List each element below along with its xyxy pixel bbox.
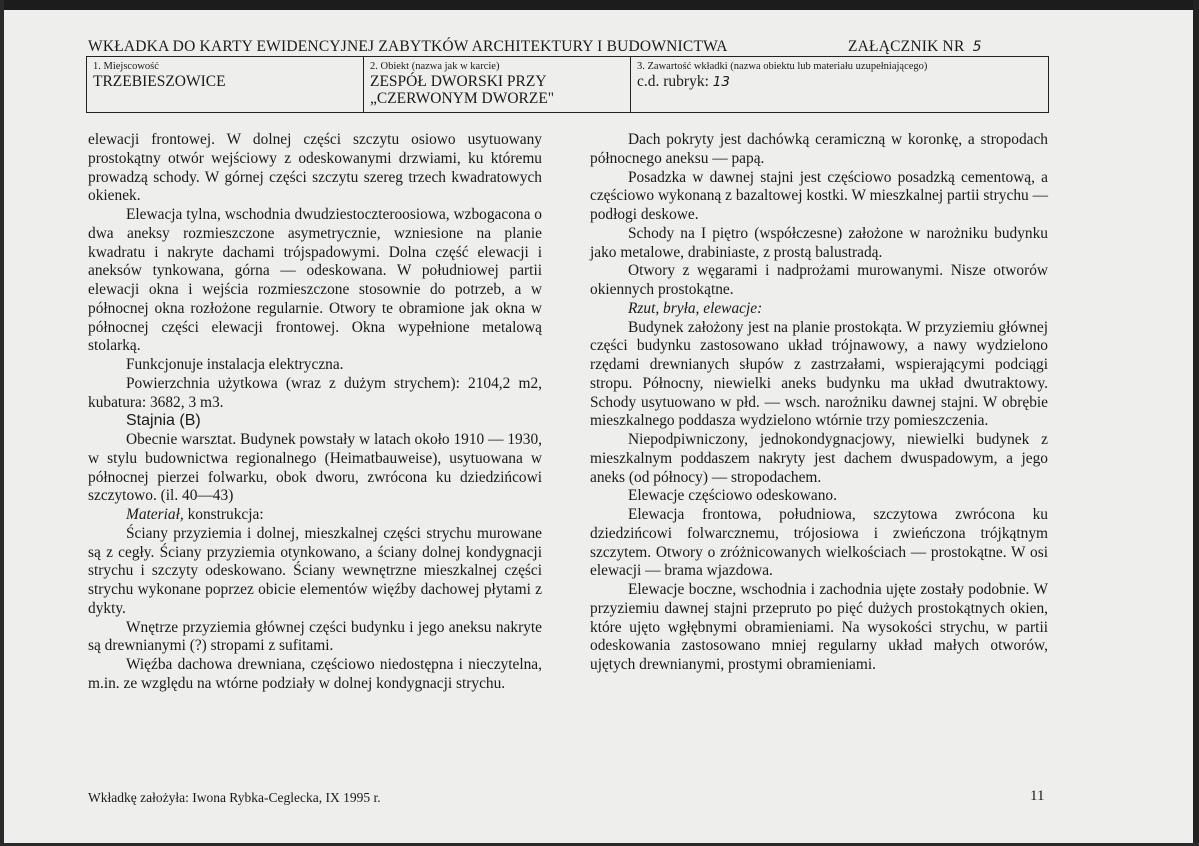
subheading — [88, 506, 542, 525]
scan-border-top — [0, 0, 1199, 10]
paragraph: Więźba dachowa drewniana, częściowo niedostępna i nieczytelna, m.in. ze względu na wtórne podziały w dolnej kondygnacji strychu. — [88, 656, 542, 692]
annex-label: ZAŁĄCZNIK NR — [848, 38, 965, 55]
object-label: 2. Obiekt (nazwa jak w karcie) — [370, 61, 500, 72]
paragraph: Funkcjonuje instalacja elektryczna. — [126, 356, 344, 373]
page-number: 11 — [1030, 788, 1045, 804]
paragraph: Dach pokryty jest dachówką ceramiczną w koronkę, a stropodach północnego aneksu — papą. — [590, 131, 1048, 167]
content-value — [637, 73, 1042, 91]
paragraph: Budynek założony jest na planie prostokąta. W przyziemiu głównej części budynku zastosowano układ trójnawowy, a nawy wydzielono rzędami drewnianych słupów z zastrzałami, wspierającymi podciągi stropu. Północny, niewielki aneks budynku ma układ dwutraktowy. Schody usytuowano w płd. — wsch. narożniku dawnej stajni. W obrębie mieszkalnego poddasza wydzielono wtórnie trzy pomieszczenia. — [590, 318, 1048, 430]
content-value-prefix: c.d. rubryk: — [637, 73, 709, 90]
paragraph: Elewacje boczne, wschodnia i zachodnia ujęte zostały podobnie. W przyziemiu dawnej stajni przepruto po pięć dużych prostokątnych okien, które ujęto wgłębnymi obramieniami. Na wysokości strychu, w partii odeskowania zastosowano mniej regularny układ małych otworów, ujętych drewnianymi, prostymi obramieniami. — [590, 581, 1048, 673]
place-value: TRZEBIESZOWICE — [93, 73, 226, 90]
paragraph: Posadzka w dawnej stajni jest częściowo posadzką cementową, a częściowo wykonaną z bazaltowej kostki. W mieszkalnej partii strychu — podłogi deskowe. — [590, 168, 1048, 223]
content-label: 3. Zawartość wkładki (nazwa obiektu lub materiału uzupełniającego) — [637, 61, 928, 72]
object-cell — [364, 57, 631, 113]
paragraph: Elewacja frontowa, południowa, szczytowa zwrócona ku dziedzińcowi folwarcznemu, trójosiowa i zwieńczona trójkątnym szczytem. Otwory o zróżnicowanych wielkościach — prostokątne. W osi elewacji — brama wjazdowa. — [590, 506, 1048, 580]
paragraph: elewacji frontowej. W dolnej części szczytu osiowo usytuowany prostokątny otwór wejściowy z odeskowanymi drzwiami, ku któremu prowadzą schody. W górnej części szczytu szereg trzech kwadratowych okienek. — [88, 131, 542, 205]
metadata-table — [86, 56, 1049, 113]
document-title: WKŁADKA DO KARTY EWIDENCYJNEJ ZABYTKÓW ARCHITEKTURY I BUDOWNICTWA — [88, 38, 728, 55]
annex-label-group — [848, 38, 982, 56]
content-value-number: 13 — [712, 74, 730, 90]
left-column — [88, 131, 542, 694]
paragraph: Schody na I piętro (współczesne) założone w narożniku budynku jako metalowe, drabiniaste, z prostą balustradą. — [590, 224, 1048, 261]
paragraph: Obecnie warsztat. Budynek powstały w latach około 1910 — 1930, w stylu budownictwa regionalnego (Heimatbauweise), usytuowana w północnej pierzei folwarku, obok dworu, zwrócona ku dziedzińcowi szczytowo. (il. 40—43) — [88, 431, 542, 505]
place-cell — [87, 57, 364, 113]
right-column — [590, 131, 1048, 675]
paragraph: Ściany przyziemia i dolnej, mieszkalnej części strychu murowane są z cegły. Ściany przyziemia otynkowano, a ściany dolnej kondygnacji strychu i szczyty odeskowano. Ściany wewnętrzne mieszkalnej części strychu wykonane poprzez obicie elementów więźby dachowej płytami z dykty. — [88, 524, 542, 617]
section-heading: Stajnia (B) — [126, 412, 201, 430]
subheading-rest: konstrukcja: — [183, 506, 264, 523]
object-value-line1: ZESPÓŁ DWORSKI PRZY — [370, 73, 547, 90]
object-value-line2: „CZERWONYM DWORZE" — [370, 90, 555, 107]
content-cell — [631, 57, 1049, 113]
subheading: Rzut, bryła, elewacje: — [628, 299, 763, 317]
author-note: Wkładkę założyła: Iwona Rybka-Ceglecka, IX 1995 r. — [88, 790, 381, 805]
paragraph: Otwory z węgarami i nadprożami murowanymi. Nisze otworów okiennych prostokątne. — [590, 262, 1048, 298]
paragraph: Wnętrze przyziemia głównej części budynku i jego aneksu nakryte są drewnianymi (?) stropami z sufitami. — [88, 618, 542, 655]
paragraph: Niepodpiwniczony, jednokondygnacjowy, niewielki budynek z mieszkalnym poddaszem nakryty jest dachem dwuspadowym, a jego aneks (od północy) — stropodachem. — [590, 431, 1048, 486]
scan-border-right — [1193, 0, 1199, 846]
scan-border-left — [0, 0, 4, 846]
place-label: 1. Miejscowość — [93, 61, 159, 72]
subheading-italic: Materiał, — [126, 506, 184, 523]
paragraph: Powierzchnia użytkowa (wraz z dużym strychem): 2104,2 m2, kubatura: 3682, 3 m3. — [88, 374, 542, 411]
paragraph: Elewacje częściowo odeskowano. — [628, 487, 837, 505]
annex-number: 5 — [972, 39, 982, 55]
paragraph: Elewacja tylna, wschodnia dwudziestoczteroosiowa, wzbogacona o dwa aneksy rozmieszczone asymetrycznie, wzniesione na planie kwadratu i nakryte dachami trójspadowymi. Dolna część elewacji i aneksów tynkowana, górna — odeskowana. W południowej partii elewacji okna i wejścia rozmieszczone stosownie do potrzeb, a w północnej okna rozłożone regularnie. Otwory te obramione jak okna w północnej części elewacji frontowej. Okna wypełnione metalową stolarką. — [88, 206, 542, 355]
